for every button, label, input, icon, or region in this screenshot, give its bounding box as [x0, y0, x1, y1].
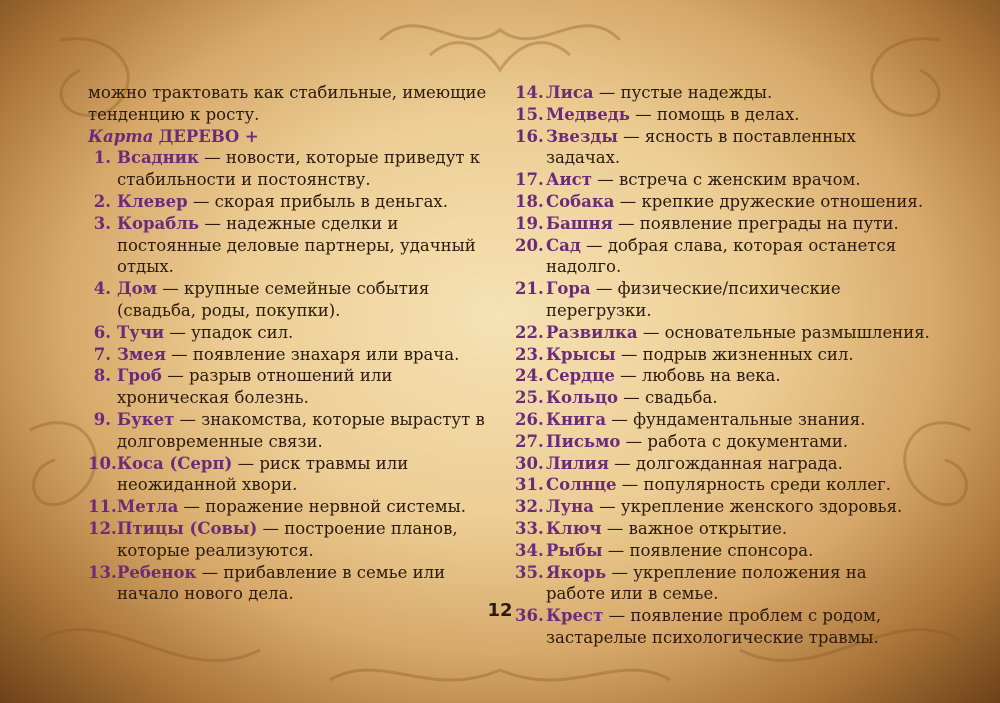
item-number: 23.: [515, 344, 544, 364]
item-number: 34.: [515, 540, 544, 560]
card-name: Змея: [117, 344, 166, 364]
list-item: [515, 387, 930, 409]
card-meaning: — подрыв жизненных сил.: [615, 344, 854, 364]
card-meaning: — появление спонсора.: [602, 540, 814, 560]
item-number: 15.: [515, 104, 544, 124]
list-item: [515, 409, 930, 431]
card-heading: [88, 126, 498, 148]
card-name: Метла: [117, 497, 179, 517]
item-number: 9.: [93, 409, 111, 429]
list-item: [88, 278, 498, 322]
right-list: [515, 82, 930, 649]
list-item: [515, 82, 930, 104]
card-name: Аист: [546, 170, 592, 190]
item-number: 36.: [515, 606, 544, 626]
card-name: Ребенок: [117, 562, 197, 582]
list-item: [515, 365, 930, 387]
item-number: 26.: [515, 409, 544, 429]
card-name: Всадник: [117, 148, 199, 168]
card-meaning: — риск травмы или неожиданной хвори.: [117, 453, 409, 495]
card-meaning: — прибавление в семье или начало нового дела.: [117, 562, 446, 604]
item-number: 1.: [93, 148, 111, 168]
item-number: 27.: [515, 431, 544, 451]
card-meaning: — надежные сделки и постоянные деловые партнеры, удачный отдых.: [117, 213, 476, 277]
list-item: [88, 213, 498, 278]
card-name: Тучи: [117, 322, 165, 342]
card-meaning: — крепкие дружеские отношения.: [614, 191, 924, 211]
left-column: [88, 82, 498, 605]
card-name: Луна: [546, 497, 594, 517]
card-name: Лиса: [546, 83, 594, 102]
card-meaning: — свадьба.: [618, 388, 718, 408]
card-name: Дом: [117, 279, 158, 299]
item-number: 6.: [93, 322, 111, 342]
list-item: [515, 213, 930, 235]
card-name: Коса (Серп): [117, 453, 233, 473]
card-meaning: — работа с документами.: [620, 431, 849, 451]
list-item: [88, 191, 498, 213]
card-name: Сердце: [546, 366, 615, 386]
card-name: Гроб: [117, 366, 162, 386]
card-meaning: — фундаментальные знания.: [606, 409, 866, 429]
list-item: [515, 496, 930, 518]
card-name: Письмо: [546, 431, 621, 451]
card-meaning: — крупные семейные события (свадьба, роды, покупки).: [117, 279, 430, 320]
list-item: [515, 605, 930, 649]
card-name: Гора: [546, 279, 591, 299]
card-meaning: — популярность среди коллег.: [616, 475, 891, 495]
item-number: 33.: [515, 518, 544, 538]
list-item: [515, 540, 930, 562]
list-item: [88, 344, 498, 366]
item-number: 3.: [93, 213, 111, 233]
card-meaning: — новости, которые приведут к стабильности и постоянству.: [117, 148, 481, 190]
item-number: 7.: [93, 344, 111, 364]
item-number: 18.: [515, 191, 544, 211]
list-item: [88, 322, 498, 344]
card-meaning: — основательные размышления.: [637, 322, 930, 342]
list-item: [88, 365, 498, 409]
card-meaning: — появление преграды на пути.: [612, 213, 899, 233]
list-item: [88, 562, 498, 606]
card-meaning: — скорая прибыль в деньгах.: [187, 191, 448, 211]
item-number: 19.: [515, 213, 544, 233]
card-meaning: — добрая слава, которая останется надолго.: [546, 235, 897, 277]
list-item: [88, 518, 498, 562]
card-meaning: — знакомства, которые вырастут в долговременные связи.: [117, 409, 485, 451]
card-meaning: — появление знахаря или врача.: [165, 344, 460, 364]
card-name: Звезды: [546, 126, 618, 146]
card-name: Кольцо: [546, 388, 619, 408]
list-item: [515, 278, 930, 322]
card-name: Медведь: [546, 104, 630, 124]
card-name: Корабль: [117, 213, 200, 233]
list-item: [515, 474, 930, 496]
card-meaning: — разрыв отношений или хроническая болезнь.: [117, 366, 393, 408]
card-name: Букет: [117, 409, 175, 429]
item-number: 14.: [515, 83, 544, 102]
list-item: [515, 169, 930, 191]
intro-paragraph: можно трактовать как стабильные, имеющие тенденцию к росту.: [88, 83, 487, 124]
card-name: Книга: [546, 409, 607, 429]
list-item: [88, 409, 498, 453]
list-item: [515, 104, 930, 126]
item-number: 10.: [88, 453, 117, 473]
list-item: [515, 453, 930, 475]
card-name: Собака: [546, 191, 615, 211]
item-number: 11.: [88, 497, 117, 517]
card-meaning: — физические/психические перегрузки.: [546, 279, 841, 320]
card-name: Лилия: [546, 453, 609, 473]
page-number: 12: [487, 600, 513, 621]
card-name: Клевер: [117, 191, 188, 211]
item-number: 31.: [515, 475, 544, 495]
item-number: 32.: [515, 497, 544, 517]
card-meaning: — ясность в поставленных задачах.: [546, 126, 856, 168]
card-name: Якорь: [546, 562, 607, 582]
card-name: Башня: [546, 213, 613, 233]
item-number: 25.: [515, 388, 544, 408]
item-number: 2.: [93, 191, 111, 211]
list-item: [88, 496, 498, 518]
right-column: [515, 82, 930, 649]
item-number: 13.: [88, 562, 117, 582]
list-item: [515, 562, 930, 606]
card-meaning: — встреча с женским врачом.: [591, 170, 861, 190]
item-number: 20.: [515, 235, 544, 255]
item-number: 8.: [93, 366, 111, 386]
item-number: 21.: [515, 279, 544, 299]
card-meaning: — построение планов, которые реализуются.: [117, 518, 458, 560]
card-meaning: — любовь на века.: [614, 366, 781, 386]
card-name: Рыбы: [546, 540, 603, 560]
card-meaning: — укрепление положения на работе или в семье.: [546, 562, 867, 604]
list-item: [515, 518, 930, 540]
heading-title: ДЕРЕВО +: [158, 126, 259, 146]
heading-italic: Карта: [88, 126, 154, 146]
item-number: 24.: [515, 366, 544, 386]
list-item: [515, 126, 930, 170]
list-item: [515, 431, 930, 453]
list-item: [515, 191, 930, 213]
item-number: 4.: [93, 279, 111, 299]
card-meaning: — укрепление женского здоровья.: [593, 497, 903, 517]
card-name: Сад: [546, 235, 581, 255]
item-number: 12.: [88, 518, 117, 538]
list-item: [88, 453, 498, 497]
list-item: [515, 235, 930, 279]
item-number: 30.: [515, 453, 544, 473]
left-list: [88, 147, 498, 605]
item-number: 22.: [515, 322, 544, 342]
item-number: 17.: [515, 170, 544, 190]
card-name: Развилка: [546, 322, 638, 342]
card-meaning: — упадок сил.: [164, 322, 294, 342]
card-meaning: — долгожданная награда.: [608, 453, 843, 473]
card-meaning: — помощь в делах.: [629, 104, 800, 124]
list-item: [515, 322, 930, 344]
card-name: Птицы (Совы): [117, 518, 258, 538]
item-number: 35.: [515, 562, 544, 582]
list-item: [515, 344, 930, 366]
card-name: Ключ: [546, 518, 602, 538]
card-name: Крест: [546, 606, 604, 626]
card-meaning: — поражение нервной системы.: [178, 497, 466, 517]
card-name: Солнце: [546, 475, 617, 495]
item-number: 16.: [515, 126, 544, 146]
card-meaning: — важное открытие.: [601, 518, 788, 538]
card-meaning: — появление проблем с родом, застарелые психологические травмы.: [546, 606, 882, 647]
card-meaning: — пустые надежды.: [593, 83, 773, 102]
list-item: [88, 147, 498, 191]
card-name: Крысы: [546, 344, 616, 364]
